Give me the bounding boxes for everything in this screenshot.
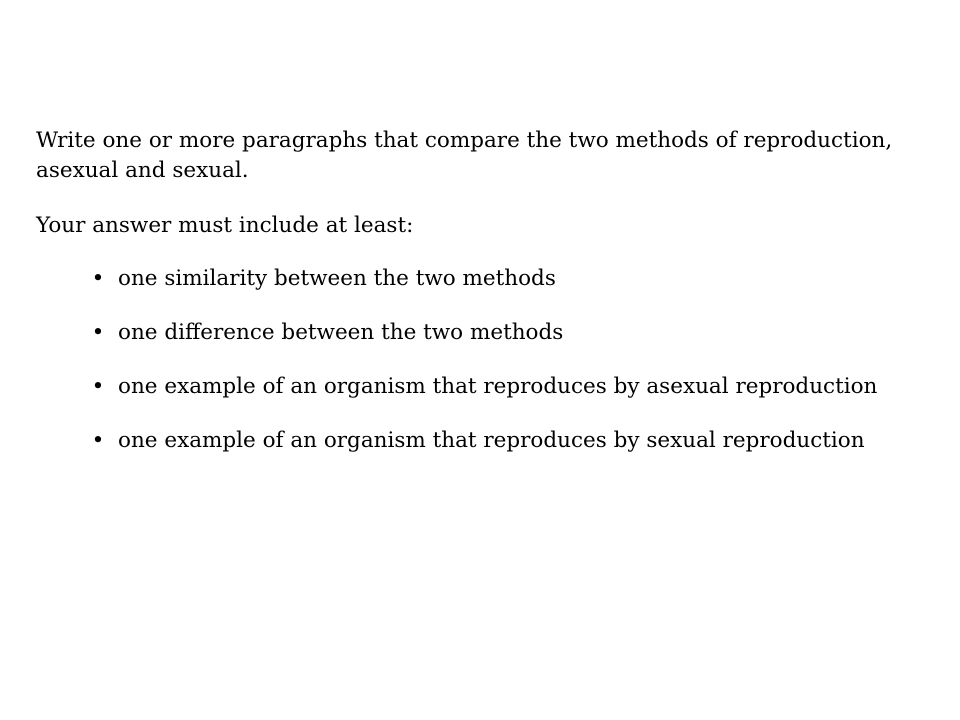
bullet-icon: • [91, 374, 105, 399]
question-prompt: Write one or more paragraphs that compare the two methods of reproduction, asexual and sexual. [36, 128, 893, 183]
list-item [91, 372, 916, 402]
bullet-icon: • [91, 428, 105, 453]
requirement-text: one example of an organism that reproduces by sexual reproduction [118, 428, 865, 453]
question-body [36, 126, 916, 480]
requirements-lead: Your answer must include at least: [36, 213, 414, 238]
list-item [91, 264, 916, 294]
list-item [91, 318, 916, 348]
list-item [91, 426, 916, 456]
requirement-text: one difference between the two methods [118, 320, 564, 345]
bullet-icon: • [91, 266, 105, 291]
requirement-text: one example of an organism that reproduces by asexual reproduction [118, 374, 878, 399]
bullet-icon: • [91, 320, 105, 345]
requirement-text: one similarity between the two methods [118, 266, 556, 291]
requirements-list [36, 264, 916, 456]
